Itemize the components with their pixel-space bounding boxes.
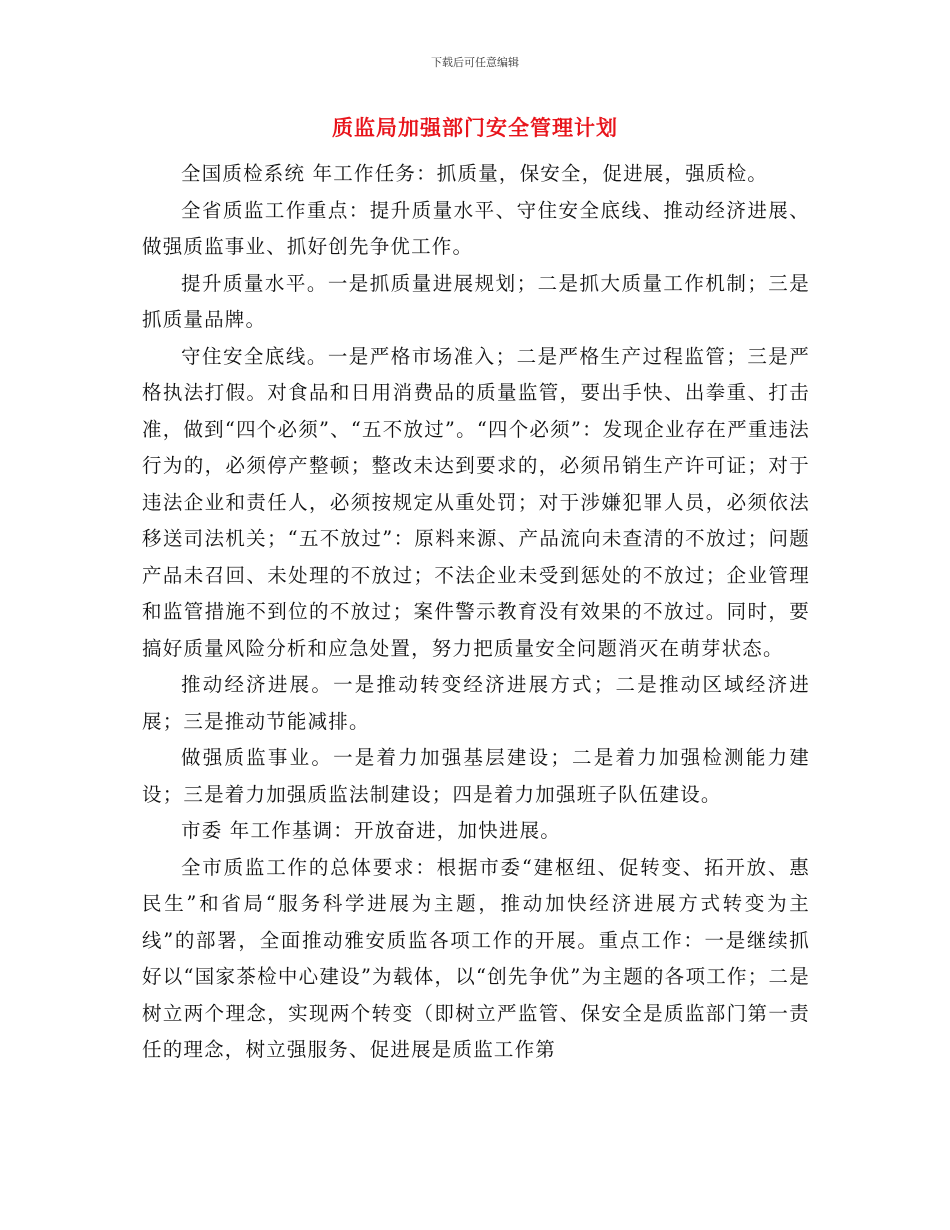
- paragraph-6: 做强质监事业。一是着力加强基层建设；二是着力加强检测能力建设；三是着力加强质监法制建设；四是着力加强班子队伍建设。: [142, 746, 810, 806]
- document-title: 质监局加强部门安全管理计划: [332, 116, 618, 140]
- paragraph-8: 全市质监工作的总体要求：根据市委“建枢纽、促转变、拓开放、惠民生”和省局“服务科学进展为主题，推动加快经济进展方式转变为主线”的部署，全面推动雅安质监各项工作的开展。重点工作：一是继续抓好以“国家茶检中心建设”为载体，以“创先争优”为主题的各项工作；二是树立两个理念，实现两个转变（即树立严监管、保安全是质监部门第一责任的理念，树立强服务、促进展是质监工作第: [142, 855, 810, 1061]
- document-body: [142, 156, 810, 1069]
- paragraph-2: 全省质监工作重点：提升质量水平、守住安全底线、推动经济进展、做强质监事业、抓好创先争优工作。: [142, 198, 810, 258]
- paragraph-7: 市委 年工作基调：开放奋进，加快进展。: [181, 819, 561, 842]
- paragraph-1: 全国质检系统 年工作任务：抓质量，保安全，促进展，强质检。: [181, 162, 768, 185]
- paragraph-4: 守住安全底线。一是严格市场准入；二是严格生产过程监管；三是严格执法打假。对食品和日用消费品的质量监管，要出手快、出拳重、打击准，做到“四个必须”、“五不放过”。“四个必须”：发现企业存在严重违法行为的，必须停产整顿；整改未达到要求的，必须吊销生产许可证；对于违法企业和责任人，必须按规定从重处罚；对于涉嫌犯罪人员，必须依法移送司法机关；“五不放过”：原料来源、产品流向未查清的不放过；问题产品未召回、未处理的不放过；不法企业未受到惩处的不放过；企业管理和监管措施不到位的不放过；案件警示教育没有效果的不放过。同时，要搞好质量风险分析和应急处置，努力把质量安全问题消灭在萌芽状态。: [142, 344, 810, 660]
- paragraph-3: 提升质量水平。一是抓质量进展规划；二是抓大质量工作机制；三是抓质量品牌。: [142, 271, 810, 331]
- header-note: 下载后可任意编辑: [431, 56, 519, 69]
- paragraph-5: 推动经济进展。一是推动转变经济进展方式；二是推动区域经济进展；三是推动节能减排。: [142, 673, 810, 733]
